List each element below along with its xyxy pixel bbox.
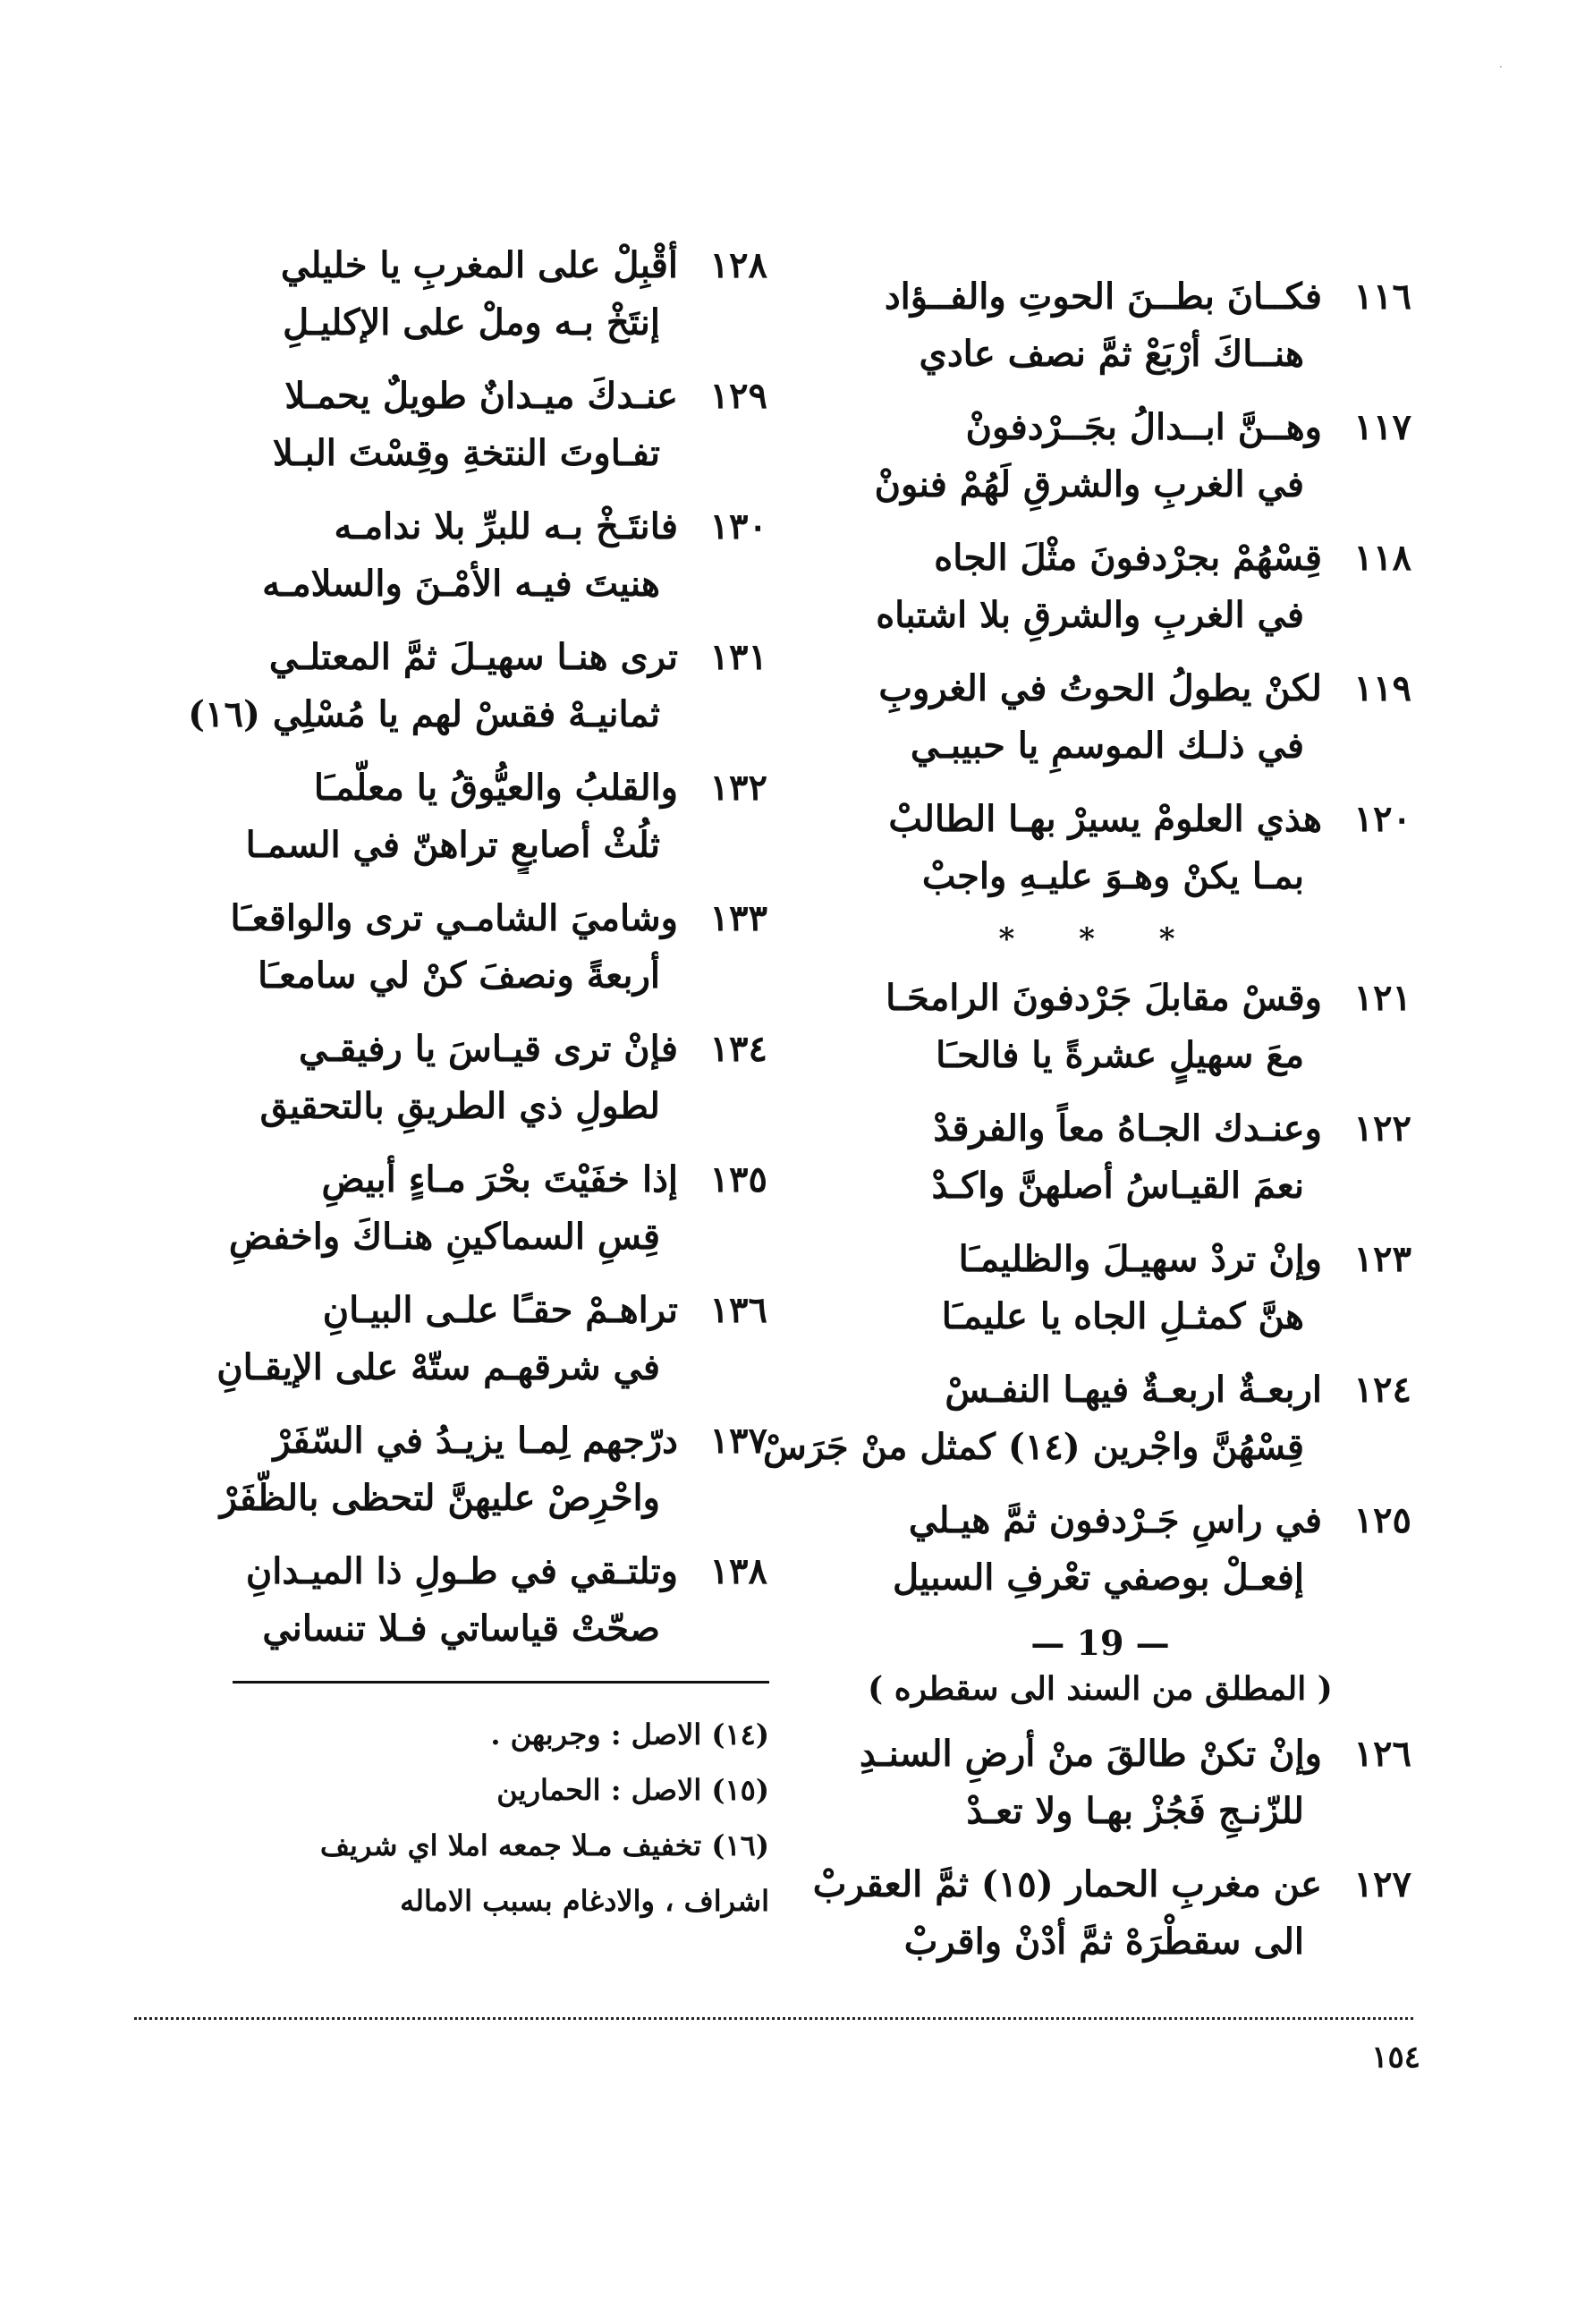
verse-text <box>143 1021 678 1135</box>
verse-number: ١٣٢ <box>709 767 767 809</box>
hemistich-first: تراهـمْ حقـًا علـى البيـانِ <box>322 1289 678 1331</box>
hemistich-first: إذا خفَيْتَ بحْرَ مـاءٍ أبيضِ <box>321 1158 678 1200</box>
hemistich-first: فكــانَ بطــنَ الحوتِ والفــؤاد <box>884 276 1322 318</box>
hemistich-second: نعمَ القيـاسُ أصلهنَّ واكـدْ <box>931 1165 1304 1207</box>
hemistich-second: أربعةً ونصفَ كنْ لي سامعـَا <box>258 954 660 997</box>
verse <box>143 237 769 352</box>
hemistich-first: عن مغربِ الحمار (١٥) ثمَّ العقربْ <box>812 1863 1322 1905</box>
verse-number: ١٣٥ <box>709 1158 767 1200</box>
hemistich-first: عنـدكَ ميـدانٌ طويلٌ يحمـلا <box>284 375 678 417</box>
verse-number: ١٢٢ <box>1353 1107 1411 1149</box>
hemistich-second: إفعـلْ بوصفي تعْرفِ السبيل <box>892 1556 1304 1599</box>
verse <box>143 1151 769 1266</box>
verse <box>787 1492 1413 1607</box>
verse-number: ١١٨ <box>1353 537 1411 579</box>
verse <box>143 368 769 482</box>
hemistich-first: وشاميَ الشامـي ترى والواقعـَا <box>230 897 678 939</box>
verse <box>787 1231 1413 1345</box>
verse-number: ١٢٣ <box>1353 1238 1411 1280</box>
verse-number: ١٣٣ <box>709 897 767 939</box>
verse-text <box>143 890 678 1005</box>
verse-number: ١٣٦ <box>709 1289 767 1331</box>
verse <box>143 629 769 743</box>
footnote: (١٤) الاصل : وجربهن . <box>490 1718 769 1751</box>
hemistich-first: لكنْ يطولُ الحوتُ في الغروبِ <box>878 667 1322 709</box>
hemistich-first: فانتَـخْ بـه للبرِّ بلا ندامـه <box>334 505 678 547</box>
verse <box>787 660 1413 775</box>
hemistich-second: معَ سهيلٍ عشرةً يا فالحـَا <box>936 1034 1304 1076</box>
verse-text <box>143 1412 678 1527</box>
verse-text <box>143 368 678 482</box>
verse-text <box>143 1543 678 1658</box>
verse-number: ١١٦ <box>1353 276 1411 318</box>
hemistich-second: ثمانيـهْ فقسْ لهم يا مُسْلِي (١٦) <box>188 693 660 735</box>
hemistich-first: وإنْ تردْ سهيـلَ والظليمـَا <box>958 1238 1322 1280</box>
verse-text <box>787 1856 1322 1971</box>
verse-text <box>143 237 678 352</box>
hemistich-first: وهــنَّ ابــدالُ بجَــرْدفونْ <box>965 406 1322 448</box>
verse <box>787 970 1413 1084</box>
verse-number: ١٢٩ <box>709 375 767 417</box>
verse-text <box>787 1726 1322 1840</box>
verse-text <box>763 1361 1322 1476</box>
verse-number: ١٣٧ <box>709 1420 767 1462</box>
verse-number: ١٢٥ <box>1353 1499 1411 1541</box>
hemistich-second: في شرقهـم ستّهْ على الإيقـانِ <box>216 1346 660 1388</box>
verse-number: ١٢٧ <box>1353 1863 1411 1905</box>
hemistich-second: ثلُثْ أصابعٍ تراهنّ في السمـا <box>245 824 660 866</box>
verse <box>143 1021 769 1135</box>
hemistich-first: أقْبِلْ على المغربِ يا خليلي <box>280 244 678 286</box>
hemistich-first: اربعـةٌ اربعـةٌ فيهـا النفـسْ <box>945 1369 1322 1411</box>
verse-text <box>787 268 1322 383</box>
hemistich-second: لطولِ ذي الطريقِ بالتحقيق <box>259 1085 660 1127</box>
hemistich-first: فإنْ ترى قيـاسَ يا رفيقـي <box>299 1028 678 1070</box>
verse-number: ١٣٤ <box>709 1028 767 1070</box>
verse-number: ١٢٦ <box>1353 1733 1411 1775</box>
hemistich-second: هنيتَ فيـه الأمْـنَ والسلامـه <box>262 563 660 605</box>
hemistich-first: وإنْ تكنْ طالقَ منْ أرضِ السنـدِ <box>859 1733 1322 1775</box>
hemistich-second: قِسِ السماكينِ هنـاكَ واخفضِ <box>228 1216 660 1258</box>
verse-text <box>143 1151 678 1266</box>
hemistich-second: هنَّ كمثـلِ الجاه يا عليمـَا <box>941 1295 1304 1337</box>
verse-text <box>143 759 678 874</box>
verse <box>143 1412 769 1527</box>
hemistich-second: هنــاكَ أرْبَعْ ثمَّ نصف عادي <box>919 333 1304 375</box>
hemistich-second: الى سقطْرَهْ ثمَّ أدْنْ واقربْ <box>903 1921 1304 1963</box>
scan-speck: · <box>1499 61 1503 73</box>
hemistich-first: ترى هنـا سهيـلَ ثمَّ المعتلـي <box>268 636 678 678</box>
verse <box>763 1361 1413 1476</box>
verse-number: ١٣٨ <box>709 1550 767 1592</box>
verse-text <box>787 660 1322 775</box>
verse-text <box>143 629 678 743</box>
left-column <box>143 237 769 1929</box>
hemistich-first: وعنـدك الجـاهُ معاً والفرقدْ <box>933 1107 1322 1149</box>
footnote-rule <box>233 1681 769 1684</box>
verse-number: ١٢١ <box>1353 977 1411 1019</box>
verse-text <box>787 1231 1322 1345</box>
hemistich-second: للزّنـجِ فَجُزْ بهـا ولا تعـدْ <box>966 1790 1304 1832</box>
verse-text <box>787 1100 1322 1215</box>
footnote: اشراف ، والادغام بسبب الاماله <box>400 1884 769 1918</box>
hemistich-second: قِسْهُنَّ واجْرين (١٤) كمثل منْ جَرَسْ <box>763 1426 1304 1468</box>
hemistich-first: قِسْهُمْ بجرْدفونَ مثْلَ الجاه <box>934 537 1322 579</box>
verse-text <box>787 1492 1322 1607</box>
footnote: (١٥) الاصل : الحمارين <box>496 1773 769 1807</box>
verse-group-c <box>787 1726 1413 1971</box>
verse <box>143 759 769 874</box>
hemistich-second: في ذلـك الموسمِ يا حبيبـي <box>910 725 1304 767</box>
verse <box>787 399 1413 513</box>
hemistich-first: والقلبُ والعيُّوقُ يا معلّمـَا <box>313 767 678 809</box>
hemistich-first: وقسْ مقابلَ جَرْدفونَ الرامحَـا <box>886 977 1322 1019</box>
verse-group-b <box>763 970 1413 1607</box>
bottom-dotted-rule <box>134 2017 1413 2020</box>
verse <box>787 530 1413 644</box>
verse-number: ١١٩ <box>1353 667 1411 709</box>
verse-number: ١٢٨ <box>709 244 767 286</box>
verse-text <box>143 498 678 613</box>
hemistich-first: وتلتـقي في طـولِ ذا الميـدانِ <box>245 1550 678 1592</box>
right-column <box>763 268 1413 1987</box>
page-number: ١٥٤ <box>1371 2040 1420 2075</box>
hemistich-second: في الغربِ والشرقِ بلا اشتباه <box>876 594 1304 636</box>
hemistich-second: إنتَخْ بـه وملْ على الإكليـلِ <box>283 301 660 344</box>
verse-text <box>787 970 1322 1084</box>
verse-number: ١٢٠ <box>1353 798 1411 840</box>
verse <box>143 1543 769 1658</box>
hemistich-first: درّجهم لِمـا يزيـدُ في السّفَرْ <box>273 1420 678 1462</box>
verse-number: ١١٧ <box>1353 406 1411 448</box>
section-separator-stars: * * * <box>998 921 1202 957</box>
verse <box>143 1282 769 1396</box>
verse <box>787 1100 1413 1215</box>
hemistich-second: بمـا يكنْ وهـوَ عليـهِ واجبْ <box>921 855 1304 897</box>
hemistich-second: في الغربِ والشرقِ لَهُمْ فنونْ <box>874 463 1304 505</box>
verse-text <box>787 530 1322 644</box>
hemistich-second: تفـاوتَ النتخةِ وقِسْتَ البـلا <box>272 432 660 474</box>
verse <box>787 268 1413 383</box>
section-title: ( المطلق من السند الى سقطره ) <box>868 1670 1333 1708</box>
hemistich-first: هذي العلومْ يسيرْ بهـا الطالبْ <box>888 798 1322 840</box>
verse-group-a <box>787 268 1413 905</box>
verse <box>787 1726 1413 1840</box>
verse <box>143 890 769 1005</box>
verse-number: ١٣٠ <box>709 505 767 547</box>
section-number: — 19 — <box>1030 1623 1170 1663</box>
hemistich-second: صحّتْ قياساتي فـلا تنساني <box>262 1607 660 1650</box>
hemistich-first: في راسِ جَـرْدفون ثمَّ هيـلي <box>908 1499 1322 1541</box>
verse <box>787 791 1413 905</box>
verse-number: ١٢٤ <box>1353 1369 1411 1411</box>
verse-text <box>787 399 1322 513</box>
verse-text <box>787 791 1322 905</box>
verse <box>143 498 769 613</box>
verse-number: ١٣١ <box>709 636 767 678</box>
footnote: (١٦) تخفيف مـلا جمعه املا اي شريف <box>319 1828 769 1862</box>
verse <box>787 1856 1413 1971</box>
hemistich-second: واحْرِصْ عليهنَّ لتحظى بالظّفَرْ <box>219 1477 660 1519</box>
verse-text <box>143 1282 678 1396</box>
footnotes <box>143 1707 769 1929</box>
